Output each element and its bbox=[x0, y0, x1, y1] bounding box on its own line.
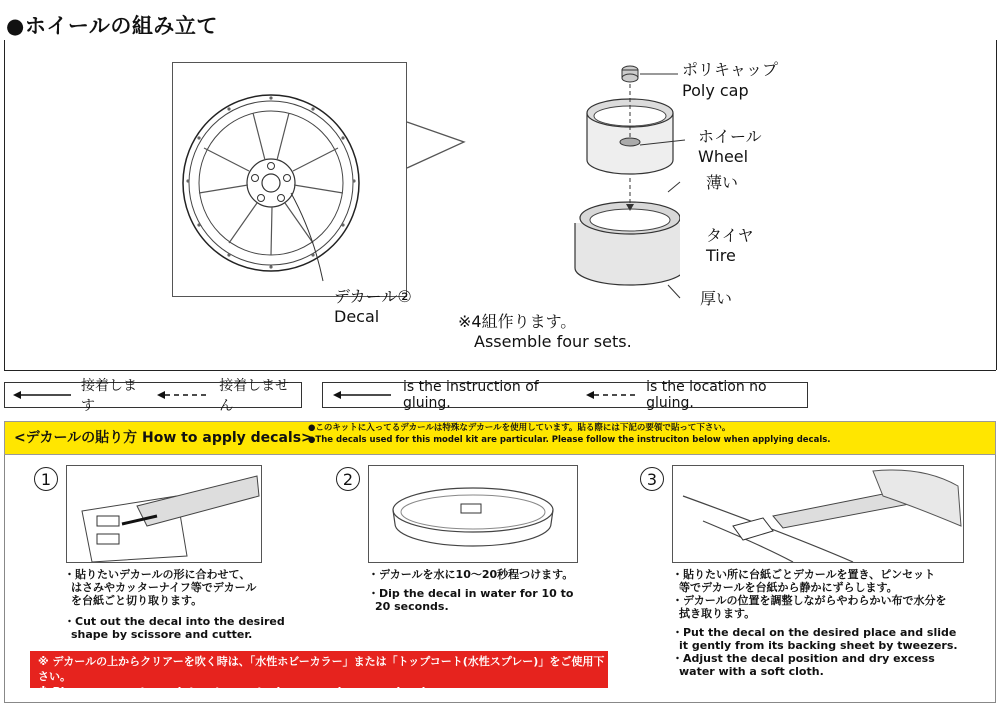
decal-note-en: ●The decals used for this model kit are particular. Please follow the instruciton below when applying decals. bbox=[308, 435, 831, 445]
legend-jp-noglue: 接着しません bbox=[219, 378, 290, 414]
polycap-label-jp: ポリキャップ bbox=[682, 60, 779, 79]
wheel-label-jp: ホイール bbox=[698, 127, 762, 146]
step-3-en-3: ・Adjust the decal position and dry excess bbox=[672, 652, 935, 665]
step-1-text bbox=[64, 568, 324, 641]
legend-jp-glue: 接着します bbox=[81, 378, 137, 414]
step-1-en-1: ・Cut out the decal into the desired bbox=[64, 615, 285, 628]
step-3-jp-3: ・デカールの位置を調整しながらやわらかい布で水分を bbox=[672, 594, 947, 607]
wheel-face-drawing bbox=[173, 63, 406, 296]
decal-notes bbox=[308, 422, 831, 446]
step-3-en-2: it gently from its backing sheet by tweezers. bbox=[679, 639, 958, 652]
glue-arrow-icon bbox=[333, 389, 393, 401]
legend-en bbox=[322, 379, 808, 411]
apply-decal-drawing bbox=[673, 466, 963, 562]
step-3-en-4: water with a soft cloth. bbox=[679, 665, 824, 678]
decal-label-jp: デカール② bbox=[334, 287, 412, 306]
sets-note-jp: ※4組作ります。 bbox=[458, 312, 577, 331]
step-2-illustration bbox=[368, 465, 578, 563]
cut-decal-drawing bbox=[67, 466, 261, 562]
thick-label: 厚い bbox=[700, 289, 733, 308]
step-1-jp-1: ・貼りたいデカールの形に合わせて、 bbox=[64, 568, 251, 581]
legend-en-glue: is the instruction of gluing. bbox=[403, 379, 539, 411]
thin-label: 薄い bbox=[706, 173, 739, 192]
tire-label-en: Tire bbox=[706, 246, 736, 265]
step-1-jp-2: はさみやカッターナイフ等でデカール bbox=[71, 581, 257, 594]
step-2-number: 2 bbox=[336, 467, 360, 491]
wheel-label-en: Wheel bbox=[698, 147, 749, 166]
polycap-label-en: Poly cap bbox=[682, 81, 749, 100]
decal-note-jp: ●このキットに入ってるデカールは特殊なデカールを使用しています。貼る際には下記の要領で貼って下さい。 bbox=[308, 423, 731, 433]
legend-en-noglue: is the location no gluing. bbox=[646, 379, 767, 411]
step-1-en-2: shape by scissore and cutter. bbox=[71, 628, 253, 641]
step-3-jp-1: ・貼りたい所に台紙ごとデカールを置き、ピンセット bbox=[672, 568, 936, 581]
glue-arrow-icon bbox=[13, 389, 73, 401]
step-2-en-1: ・Dip the decal in water for 10 to bbox=[368, 587, 574, 600]
wheel-face-illustration-box bbox=[172, 62, 407, 297]
step-3-number: 3 bbox=[640, 467, 664, 491]
step-2-text bbox=[368, 568, 618, 613]
step-3-illustration bbox=[672, 465, 964, 563]
sets-note-en: Assemble four sets. bbox=[474, 332, 632, 351]
decal-label-en: Decal bbox=[334, 307, 380, 326]
warning-jp: ※ デカールの上からクリアーを吹く時は、「水性ホビーカラー」または「トップコート(水性スプレー)」をご使用下さい。 bbox=[38, 655, 605, 683]
warning-box bbox=[30, 651, 608, 698]
callout-pointer bbox=[406, 120, 466, 190]
step-1-jp-3: を台紙ごと切り取ります。 bbox=[71, 594, 203, 607]
no-glue-arrow-icon bbox=[157, 389, 209, 401]
step-2-jp-1: ・デカールを水に10～20秒程つけます。 bbox=[368, 568, 574, 581]
page-title: ●ホイールの組み立て bbox=[6, 14, 218, 38]
step-1-illustration bbox=[66, 465, 262, 563]
no-glue-arrow-icon bbox=[586, 389, 638, 401]
step-1-number: 1 bbox=[34, 467, 58, 491]
step-3-jp-4: 拭き取ります。 bbox=[679, 607, 756, 620]
legend-jp bbox=[4, 378, 302, 414]
decal-section-title: <デカールの貼り方 How to apply decals> bbox=[14, 430, 313, 446]
step-3-text bbox=[672, 568, 992, 678]
warning-en: ※ Please use water paint or topcoat when spraying over decals. bbox=[38, 685, 437, 698]
step-2-en-2: 20 seconds. bbox=[375, 600, 449, 613]
step-3-jp-2: 等でデカールを台紙から静かにずらします。 bbox=[679, 581, 898, 594]
water-dish-drawing bbox=[369, 466, 577, 562]
step-3-en-1: ・Put the decal on the desired place and slide bbox=[672, 626, 957, 639]
tire-label-jp: タイヤ bbox=[706, 226, 754, 245]
